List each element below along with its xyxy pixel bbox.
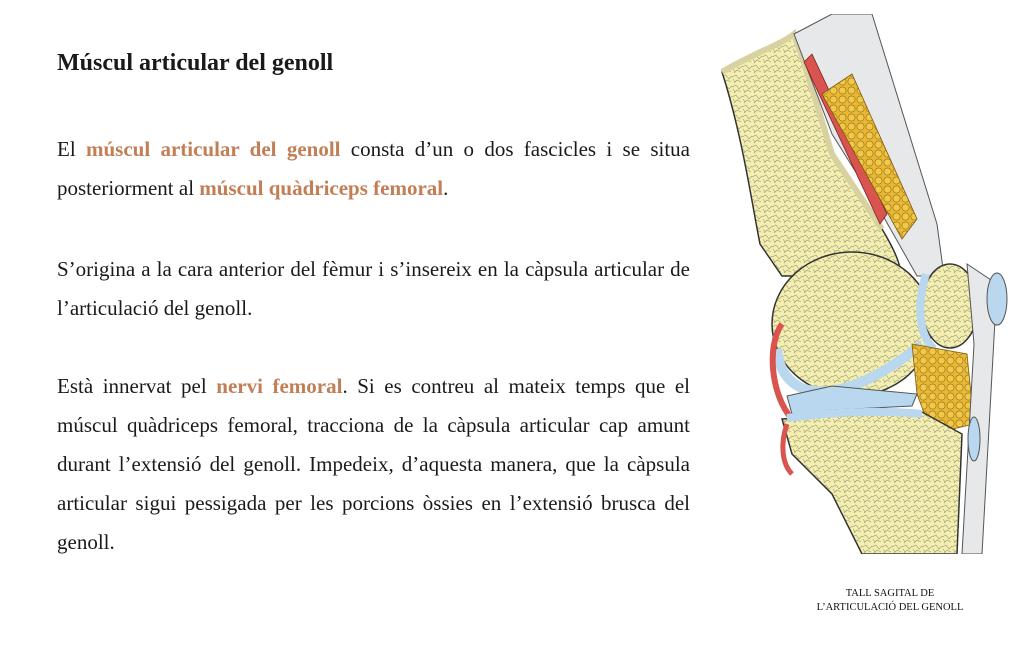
paragraph-innervation [57,367,690,562]
paragraph-origin [57,250,690,328]
text-fragment: . [443,176,449,200]
femoral-condyle [772,252,932,396]
knee-section-svg [712,14,1020,554]
highlight-muscle-term: múscul articular del genoll [85,137,341,161]
text-fragment: Està innervat pel [57,374,217,398]
paragraph-description [57,130,690,208]
page-title: Múscul articular del genoll [57,50,334,76]
knee-sagittal-illustration [712,14,1020,554]
text-fragment: S’origina a la cara anterior del fèmur i s’insereix en la càpsula articular de l’articulació del genoll. [57,257,690,320]
tibia [782,412,962,554]
text-fragment: . Si es contreu al mateix temps que el múscul quàdriceps femoral, tracciona de la càpsula articular cap amunt durant l’extensió del genoll. Impedeix, d’aquesta manera, que la càpsula articular sigui pessigada per les porcions òssies en l’extensió brusca del genoll. [57,374,690,554]
bursa-anterior [987,273,1007,325]
caption-line-1: TALL SAGITAL DE [845,588,935,599]
highlight-quadriceps-term: múscul quàdriceps femoral [199,176,444,200]
bursa-infrapatellar [968,417,980,461]
highlight-nerve-term: nervi femoral [216,374,343,398]
text-fragment: consta d’un o dos fascicles i se situa posteriorment al [57,137,690,200]
caption-line-2: L’ARTICULACIÓ DEL GENOLL [816,602,964,613]
text-fragment: El [57,137,86,161]
figure-caption [780,587,1000,615]
